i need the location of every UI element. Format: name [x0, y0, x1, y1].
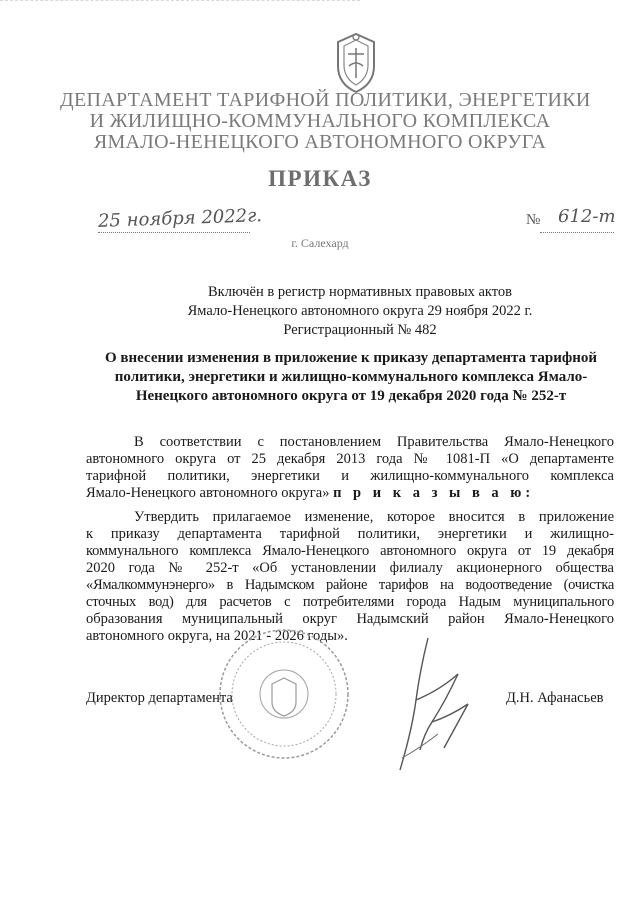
directive-word: п р и к а з ы в а ю: — [333, 485, 535, 501]
paragraph-line-last — [86, 485, 614, 502]
department-line-1: ДЕПАРТАМЕНТ ТАРИФНОЙ ПОЛИТИКИ, ЭНЕРГЕТИКИ — [60, 89, 591, 111]
department-line-3: ЯМАЛО-НЕНЕЦКОГО АВТОНОМНОГО ОКРУГА — [93, 131, 547, 153]
paragraph-line-text: Ямало-Ненецкого автономного округа» — [86, 485, 330, 501]
registration-line-3: Регистрационный № 482 — [283, 322, 437, 338]
registration-note — [100, 283, 620, 340]
registration-line-1: Включён в регистр нормативных правовых актов — [208, 284, 512, 300]
coat-of-arms-icon — [330, 32, 382, 94]
handwritten-number: 612-т — [558, 206, 616, 227]
paragraph-line: автономного округа от 25 декабря 2013 года № 1081-П «О департаменте — [86, 451, 614, 467]
signatory-name: Д.Н. Афанасьев — [506, 690, 604, 706]
subject-line-1: О внесении изменения в приложение к приказу департамента тарифной — [104, 350, 597, 366]
department-line-2: И ЖИЛИЩНО-КОММУНАЛЬНОГО КОМПЛЕКСА — [89, 110, 551, 132]
scan-artifact — [0, 0, 360, 5]
paragraph-line: образования муниципальный округ Надымский район Ямало-Ненецкого — [86, 611, 614, 627]
subject-line-2: политики, энергетики и жилищно-коммунального комплекса Ямало- — [114, 369, 588, 385]
number-label: № — [526, 212, 541, 228]
handwritten-date: 25 ноября 2022г. — [97, 205, 263, 232]
subject-line-3: Ненецкого автономного округа от 19 декабря 2020 года № 252-т — [135, 388, 567, 404]
order-subject — [86, 349, 616, 406]
department-name — [60, 89, 591, 153]
number-underline — [540, 232, 614, 233]
handwritten-signature-icon — [380, 630, 490, 780]
official-seal-icon — [214, 624, 354, 764]
paragraph-line: к приказу департамента тарифной политики, энергетики и жилищно- — [86, 526, 614, 542]
paragraph-line: автономного округа, на 2021 - 2026 годы». — [86, 628, 348, 644]
city-name: г. Салехард — [291, 236, 349, 250]
document-type-title: ПРИКАЗ — [268, 166, 372, 191]
preamble-paragraph — [86, 434, 614, 502]
signatory-position: Директор департамента — [86, 690, 233, 706]
paragraph-line: сточных вод) для расчетов с потребителями города Надым муниципального — [86, 594, 614, 610]
paragraph-line: коммунального комплекса Ямало-Ненецкого автономного округа от 19 декабря — [86, 543, 614, 559]
paragraph-line: В соответствии с постановлением Правительства Ямало-Ненецкого — [134, 434, 614, 450]
paragraph-line: «Ямалкоммунэнерго» в Надымском районе тарифов на водоотведение (очистка — [86, 577, 614, 593]
paragraph-line: 2020 года № 252-т «Об установлении филиалу акционерного общества — [86, 560, 614, 576]
date-underline — [98, 232, 250, 233]
paragraph-line: Утвердить прилагаемое изменение, которое вносится в приложение — [134, 509, 614, 525]
paragraph-line: тарифной политики, энергетики и жилищно-коммунального комплекса — [86, 468, 614, 484]
registration-line-2: Ямало-Ненецкого автономного округа 29 ноября 2022 г. — [187, 303, 533, 319]
